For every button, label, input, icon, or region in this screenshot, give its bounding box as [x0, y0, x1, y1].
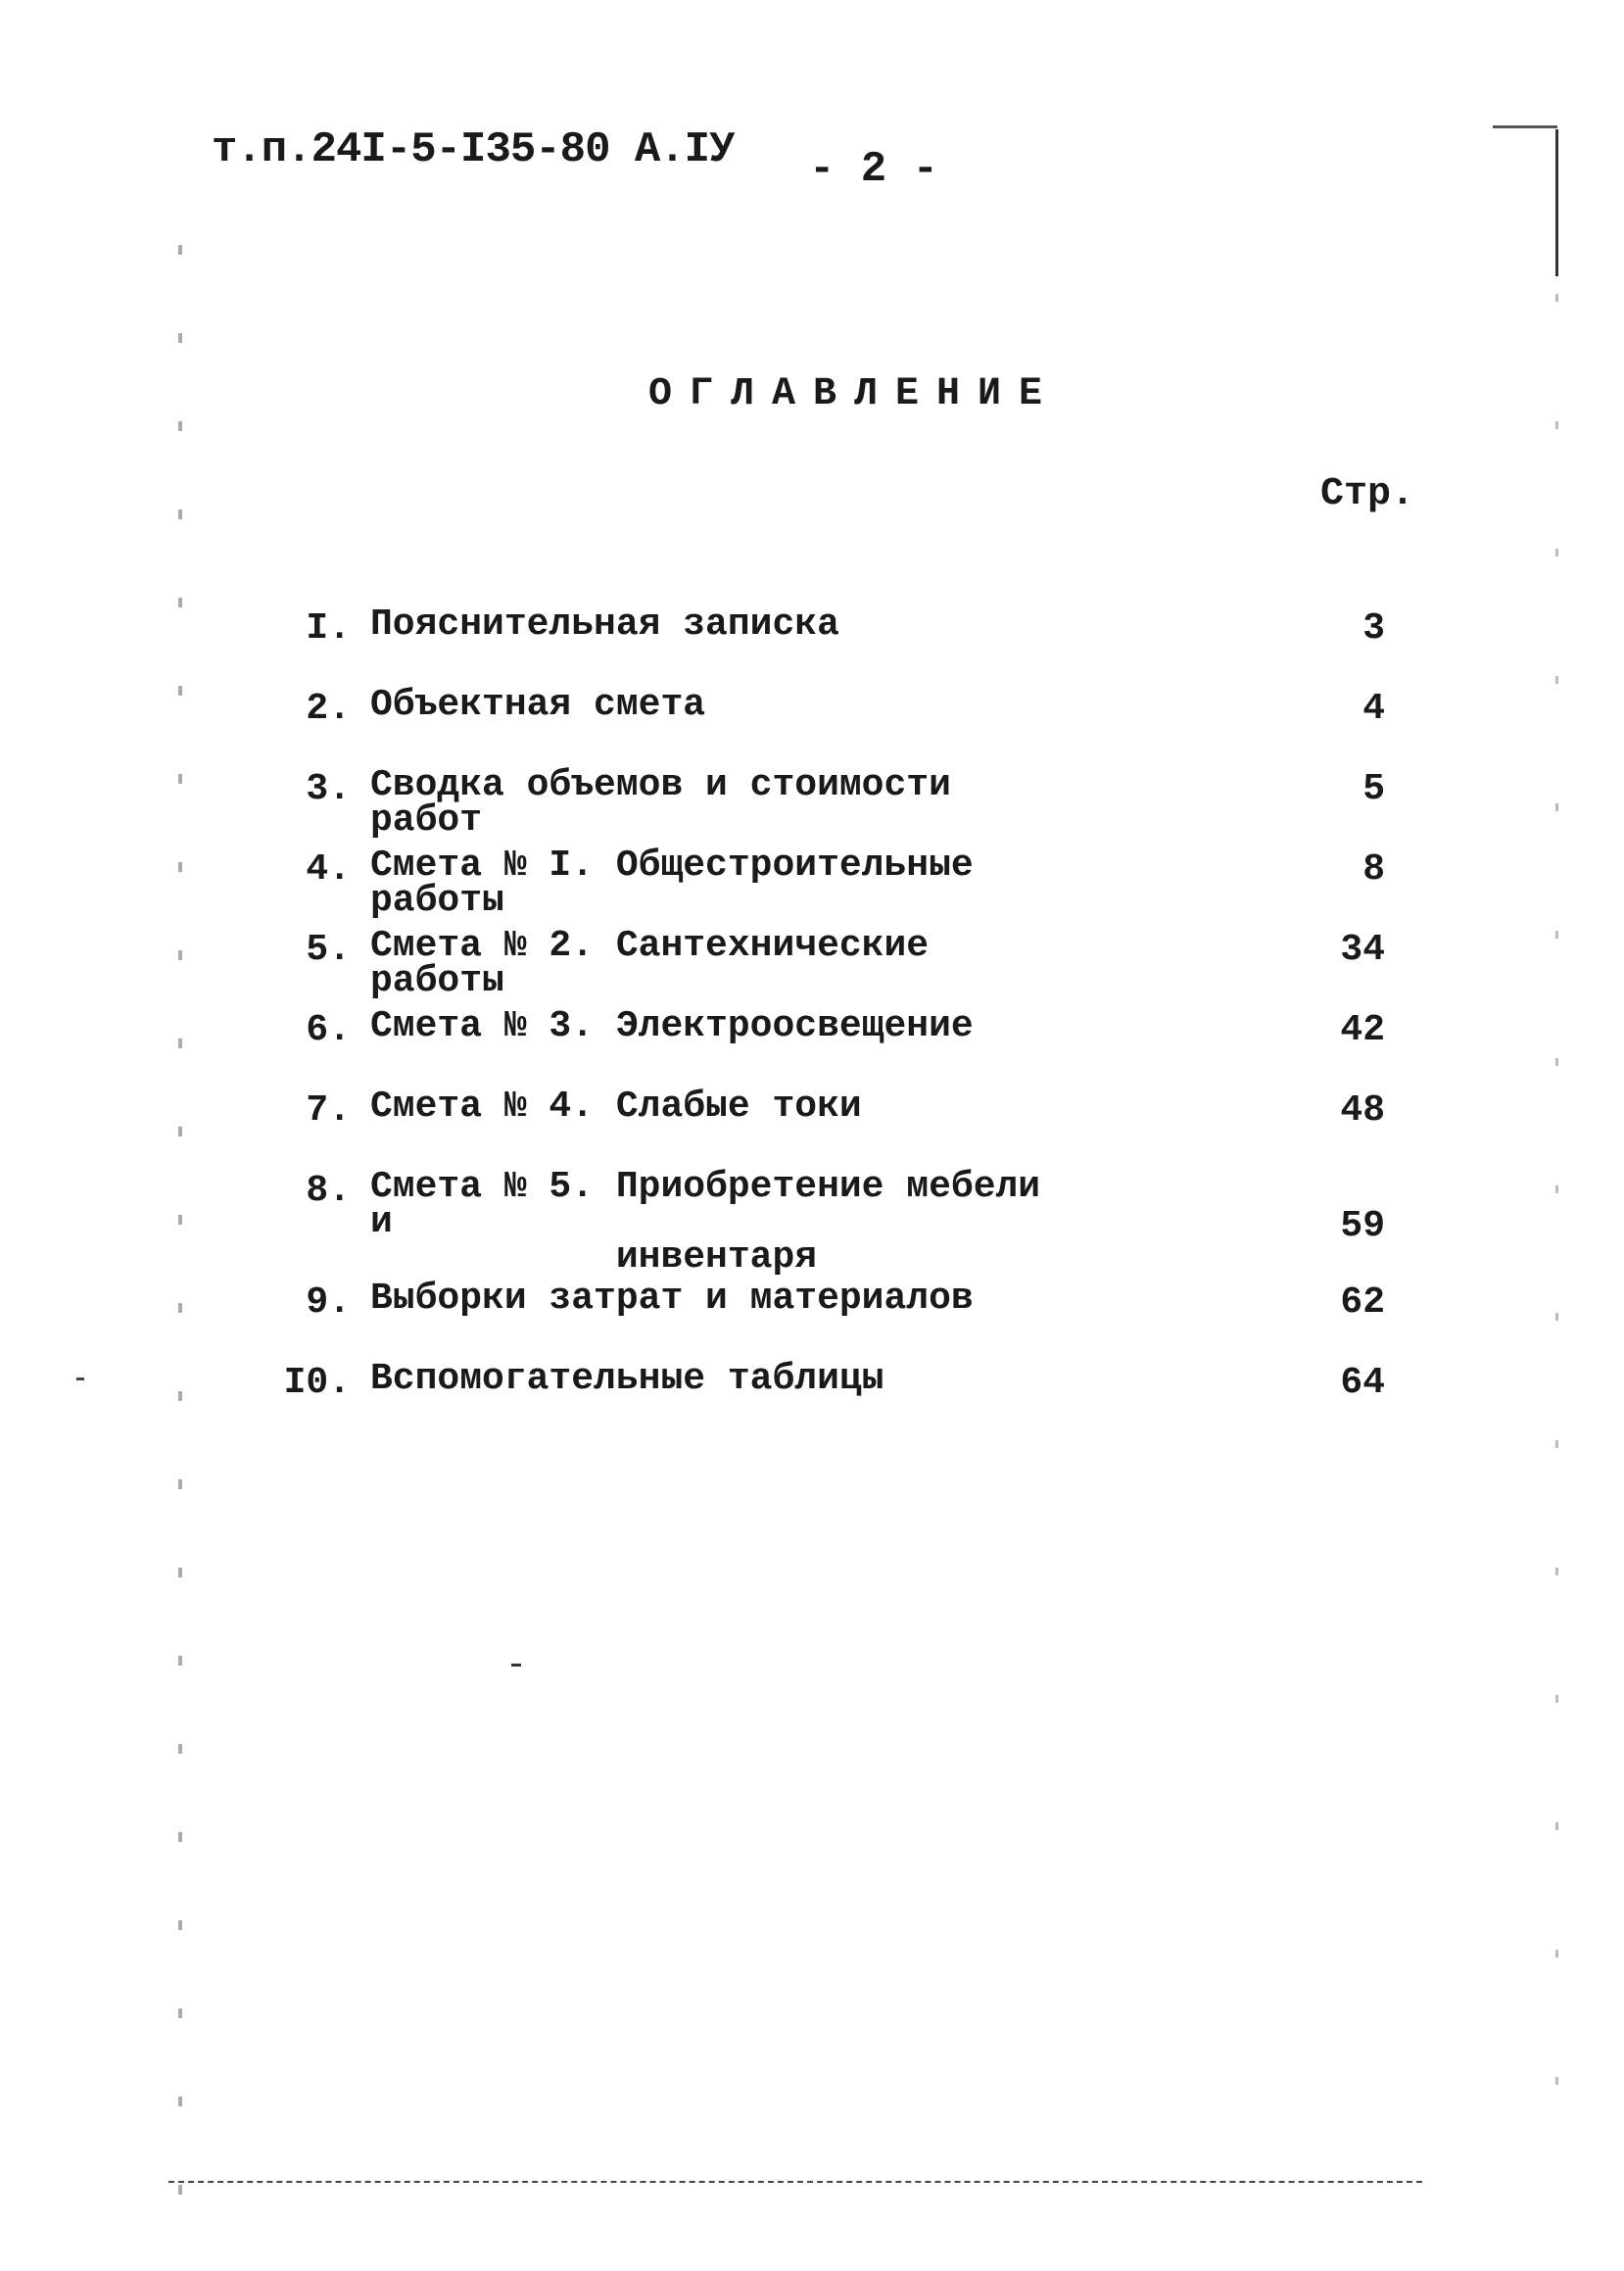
toc-item-text: Смета № 5. Приобретение мебели и инвентаря [370, 1166, 1041, 1279]
toc-item-number: 9. [306, 1281, 351, 1324]
document-code: т.п.24I-5-I35-80 А.IУ [212, 125, 735, 174]
toc-item-text: Смета № 2. Сантехнические работы [370, 925, 951, 1002]
frame-right-edge [1555, 129, 1558, 276]
toc-item-number: I. [306, 607, 351, 650]
toc-item-number: I0. [283, 1362, 351, 1404]
scan-artifact-left [178, 245, 182, 2253]
toc-item-number: 6. [306, 1009, 351, 1051]
toc-item-page: 4 [1362, 688, 1385, 730]
bottom-frame-line [168, 2181, 1422, 2183]
toc-item-number: 3. [306, 768, 351, 810]
toc-item-number: 2. [306, 688, 351, 730]
toc-item-page: 62 [1340, 1281, 1385, 1324]
frame-top-edge [1493, 125, 1557, 128]
toc-item-text: Смета № 4. Слабые токи [370, 1086, 862, 1128]
page-column-header: Стр. [1320, 472, 1415, 516]
toc-item-page: 42 [1340, 1009, 1385, 1051]
toc-item-page: 3 [1362, 607, 1385, 650]
toc-item-number: 5. [306, 929, 351, 971]
toc-item-number: 4. [306, 848, 351, 891]
toc-item-text: Пояснительная записка [370, 604, 839, 646]
toc-title: ОГЛАВЛЕНИЕ [648, 372, 1061, 416]
scan-mark [511, 1664, 521, 1667]
scan-artifact-right [1555, 294, 1558, 2155]
toc-item-text: Сводка объемов и стоимости работ [370, 764, 974, 842]
page-number: - 2 - [809, 145, 939, 194]
toc-item-number: 8. [306, 1170, 351, 1212]
toc-item-text: Вспомогательные таблицы [370, 1358, 884, 1400]
toc-item-text: Объектная смета [370, 684, 706, 726]
toc-item-page: 8 [1362, 848, 1385, 891]
toc-item-text: Смета № 3. Электроосвещение [370, 1005, 974, 1047]
scan-mark [76, 1377, 84, 1380]
toc-item-page: 5 [1362, 768, 1385, 810]
toc-item-page: 48 [1340, 1089, 1385, 1132]
toc-item-text: Выборки затрат и материалов [370, 1278, 974, 1320]
toc-item-number: 7. [306, 1089, 351, 1132]
toc-item-page: 59 [1340, 1205, 1385, 1247]
toc-item-page: 34 [1340, 929, 1385, 971]
toc-item-text: Смета № I. Общестроительные работы [370, 845, 996, 922]
toc-item-page: 64 [1340, 1362, 1385, 1404]
